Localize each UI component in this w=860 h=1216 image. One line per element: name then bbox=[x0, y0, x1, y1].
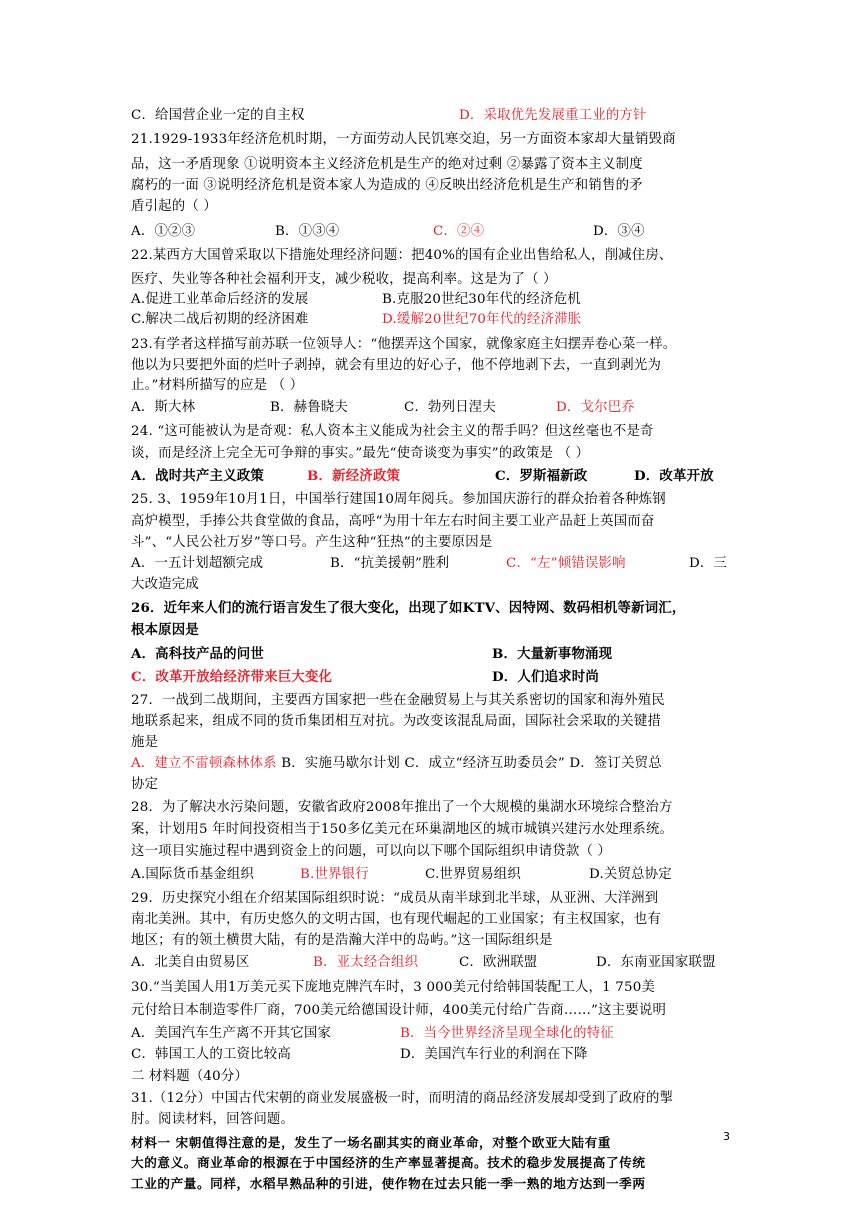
text-line bbox=[131, 733, 158, 753]
answer-text: B．亚太经合组织 bbox=[313, 955, 419, 970]
text-line bbox=[131, 398, 635, 418]
line-text: 根本原因是 bbox=[131, 622, 199, 638]
text-line bbox=[131, 575, 199, 595]
text-line bbox=[131, 667, 599, 688]
text-line bbox=[131, 620, 199, 641]
text-line bbox=[131, 889, 658, 909]
text-line bbox=[131, 1089, 673, 1109]
text-line bbox=[131, 775, 158, 795]
line-text: A．战时共产主义政策 bbox=[131, 468, 264, 484]
line-text: 南北美洲。其中，有历史悠久的文明古国，也有现代崛起的工业国家；有主权国家，也有 bbox=[131, 912, 662, 927]
line-text: D．人们追求时尚 bbox=[492, 669, 599, 685]
line-text: B．赫鲁晓夫 bbox=[270, 400, 348, 415]
text-line bbox=[131, 754, 662, 774]
answer-text: C．改革开放给经济带来巨大变化 bbox=[131, 669, 333, 685]
line-text: B.克服20世纪30年代的经济危机 bbox=[382, 292, 581, 307]
line-text: 品，这一矛盾现象 ①说明资本主义经济危机是生产的绝对过剩 ②暴露了资本主义制度 bbox=[131, 157, 643, 172]
answer-text: B．新经济政策 bbox=[307, 468, 401, 484]
line-text: 元付给日本制造零件厂商，700美元给德国设计师，400美元付给广告商……”这主要说明 bbox=[131, 1003, 667, 1018]
line-text: 高炉模型，手捧公共食堂做的食品，高呼“为用十年左右时间主要工业产品赶上英国而奋 bbox=[131, 514, 655, 529]
line-text: C.世界贸易组织 bbox=[425, 867, 521, 882]
line-text: 肘。阅读材料，回答问题。 bbox=[131, 1112, 295, 1127]
text-line bbox=[131, 820, 673, 840]
line-text: 29．历史探究小组在介绍某国际组织时说：“成员从南半球到北半球，从亚洲、大洋洲到 bbox=[131, 891, 659, 906]
text-line bbox=[131, 222, 645, 242]
line-text: 他以为只要把外面的烂叶子剥掉，就会有里边的好心子，他不停地剥下去，一直到剥光为 bbox=[131, 358, 662, 373]
page-number: 3 bbox=[723, 1130, 730, 1143]
line-text: C．韩国工人的工资比较高 bbox=[131, 1047, 291, 1062]
line-text: 腐朽的一面 ③说明经济危机是资本家人为造成的 ④反映出经济危机是生产和销售的矛 bbox=[131, 178, 643, 193]
line-text: A.国际货币基金组织 bbox=[131, 867, 255, 882]
line-text: B．“抗美援朝”胜利 bbox=[330, 556, 450, 571]
line-text: D．③④ bbox=[593, 224, 645, 239]
answer-text: B.世界银行 bbox=[300, 867, 369, 882]
text-line bbox=[131, 512, 655, 532]
text-line bbox=[131, 176, 643, 196]
text-line bbox=[131, 1174, 646, 1195]
line-text: C．勃列日涅夫 bbox=[404, 400, 496, 415]
line-text: 材料一 宋朝值得注意的是，发生了一场名副其实的商业革命，对整个欧亚大陆有重 bbox=[131, 1135, 611, 1150]
line-text: 谈，而是经济上完全无可争辩的事实。”最先“使奇谈变为事实”的政策是 （ ） bbox=[131, 446, 590, 461]
line-text: 地联系起来，组成不同的货币集团相互对抗。为改变该混乱局面，国际社会采取的关键措 bbox=[131, 714, 662, 729]
line-text: 二 材料题（40分） bbox=[131, 1069, 249, 1084]
line-text: A．一五计划超额完成 bbox=[131, 556, 264, 571]
text-line bbox=[131, 106, 647, 126]
text-line bbox=[131, 554, 728, 574]
line-text: A．斯大林 bbox=[131, 400, 196, 415]
line-text: 这一项目实施过程中遇到资金上的问题，可以向以下哪个国际组织申请贷款（ ） bbox=[131, 844, 612, 859]
text-line bbox=[131, 246, 673, 266]
text-line bbox=[131, 197, 217, 217]
line-text: 21.1929-1933年经济危机时期，一方面劳动人民饥寒交迫，另一方面资本家却大量销毁商 bbox=[131, 132, 676, 147]
line-text: C．给国营企业一定的自主权 bbox=[131, 108, 305, 123]
line-text: A.促进工业革命后经济的发展 bbox=[131, 292, 309, 307]
text-line bbox=[131, 598, 685, 619]
line-text: 30.“当美国人用1万美元买下庞地克牌汽车时，3 000美元付给韩国装配工人，1 750美 bbox=[131, 980, 656, 995]
line-text: 工业的产量。同样，水稻早熟品种的引进，使作物在过去只能一季一熟的地方达到一季两 bbox=[131, 1176, 646, 1191]
text-line bbox=[131, 691, 665, 711]
text-line bbox=[131, 712, 661, 732]
line-text: D．美国汽车行业的利润在下降 bbox=[400, 1047, 588, 1062]
text-line bbox=[131, 310, 582, 330]
line-text: A．北美自由贸易区 bbox=[131, 955, 250, 970]
text-line bbox=[131, 290, 581, 310]
text-line bbox=[131, 533, 492, 553]
answer-text: D．戈尔巴乔 bbox=[556, 400, 635, 415]
text-line bbox=[131, 1153, 646, 1174]
line-text: 协定 bbox=[131, 777, 159, 792]
line-text: C．欧洲联盟 bbox=[459, 955, 538, 970]
line-text: 地区；有的领土横贯大陆，有的是浩瀚大洋中的岛屿。”这一国际组织是 bbox=[131, 933, 553, 948]
text-line bbox=[131, 1067, 248, 1087]
answer-text: C．②④ bbox=[433, 224, 485, 239]
text-line bbox=[131, 842, 611, 862]
text-line bbox=[131, 1133, 611, 1154]
text-line bbox=[131, 376, 303, 396]
text-line bbox=[131, 490, 666, 510]
line-text: C.解决二战后初期的经济困难 bbox=[131, 312, 309, 327]
text-line bbox=[131, 270, 557, 290]
text-line bbox=[131, 155, 643, 175]
line-text: 27．一战到二战期间，主要西方国家把一些在金融贸易上与其关系密切的国家和海外殖民 bbox=[131, 693, 665, 708]
text-line bbox=[131, 798, 673, 818]
line-text: 斗”、“人民公社万岁”等口号。产生这种“狂热”的主要原因是 bbox=[131, 535, 493, 550]
line-text: 24. “这可能被认为是奇观：私人资本主义能成为社会主义的帮手吗？但这丝毫也不是奇 bbox=[131, 424, 654, 439]
line-text: D．改革开放 bbox=[634, 468, 714, 484]
text-line bbox=[131, 422, 654, 442]
text-line bbox=[131, 931, 553, 951]
line-text: 大的意义。商业革命的根源在于中国经济的生产率显著提高。技术的稳步发展提高了传统 bbox=[131, 1155, 646, 1170]
line-text: D.关贸总协定 bbox=[589, 867, 672, 882]
answer-text: A．建立不雷顿森林体系 bbox=[131, 756, 277, 771]
line-text: 22.某西方大国曾采取以下措施处理经济问题：把40%的国有企业出售给私人，削减住房、 bbox=[131, 248, 673, 263]
answer-text: D．采取优先发展重工业的方针 bbox=[459, 108, 647, 123]
text-line bbox=[131, 1001, 666, 1021]
line-text: 施是 bbox=[131, 735, 159, 750]
line-text: A．高科技产品的问世 bbox=[131, 646, 264, 662]
answer-text: D.缓解20世纪70年代的经济滞胀 bbox=[382, 312, 582, 327]
text-line bbox=[131, 978, 655, 998]
text-line bbox=[131, 356, 661, 376]
line-text: A．美国汽车生产离不开其它国家 bbox=[131, 1026, 332, 1041]
line-text: 23.有学者这样描写前苏联一位领导人：“他摆弄这个国家，就像家庭主妇摆弄卷心菜一样。 bbox=[131, 337, 677, 352]
text-line bbox=[131, 466, 714, 487]
text-line bbox=[131, 444, 589, 464]
text-line bbox=[131, 1110, 294, 1130]
line-text: 25. 3、1959年10月1日，中国举行建国10周年阅兵。参加国庆游行的群众抬着各种炼钢 bbox=[131, 492, 666, 507]
answer-text: C．“左”倾错误影响 bbox=[506, 556, 626, 571]
line-text: C．罗斯福新政 bbox=[495, 468, 588, 484]
line-text: B．①③④ bbox=[275, 224, 340, 239]
line-text: B．实施马歇尔计划 C．成立“经济互助委员会” D．签订关贸总 bbox=[276, 756, 662, 771]
answer-text: B．当今世界经济呈现全球化的特征 bbox=[400, 1026, 614, 1041]
text-line bbox=[131, 865, 672, 885]
line-text: 26．近年来人们的流行语言发生了很大变化，出现了如KTV、因特网、数码相机等新词汇， bbox=[131, 600, 686, 616]
line-text: 31.（12分）中国古代宋朝的商业发展盛极一时，而明清的商品经济发展却受到了政府的掣 bbox=[131, 1091, 674, 1106]
line-text: A．①②③ bbox=[131, 224, 196, 239]
text-line bbox=[131, 953, 716, 973]
line-text: 28．为了解决水污染问题，安徽省政府2008年推出了一个大规模的巢湖水环境综合整治方 bbox=[131, 800, 673, 815]
text-line bbox=[131, 1045, 588, 1065]
line-text: 止。”材料所描写的应是 （ ） bbox=[131, 378, 304, 393]
text-line bbox=[131, 335, 676, 355]
line-text: B．大量新事物涌现 bbox=[492, 646, 613, 662]
line-text: 盾引起的（ ） bbox=[131, 199, 217, 214]
line-text: 医疗、失业等各种社会福利开支，减少税收，提高利率。这是为了（ ） bbox=[131, 272, 557, 287]
line-text: 大改造完成 bbox=[131, 577, 199, 592]
line-text: D．三 bbox=[689, 556, 728, 571]
text-line bbox=[131, 130, 676, 150]
text-line bbox=[131, 644, 613, 665]
text-line bbox=[131, 910, 661, 930]
line-text: 案，计划用5 年时间投资相当于150多亿美元在环巢湖地区的城市城镇兴建污水处理系统。 bbox=[131, 822, 674, 837]
text-line bbox=[131, 1024, 614, 1044]
line-text: D．东南亚国家联盟 bbox=[596, 955, 716, 970]
